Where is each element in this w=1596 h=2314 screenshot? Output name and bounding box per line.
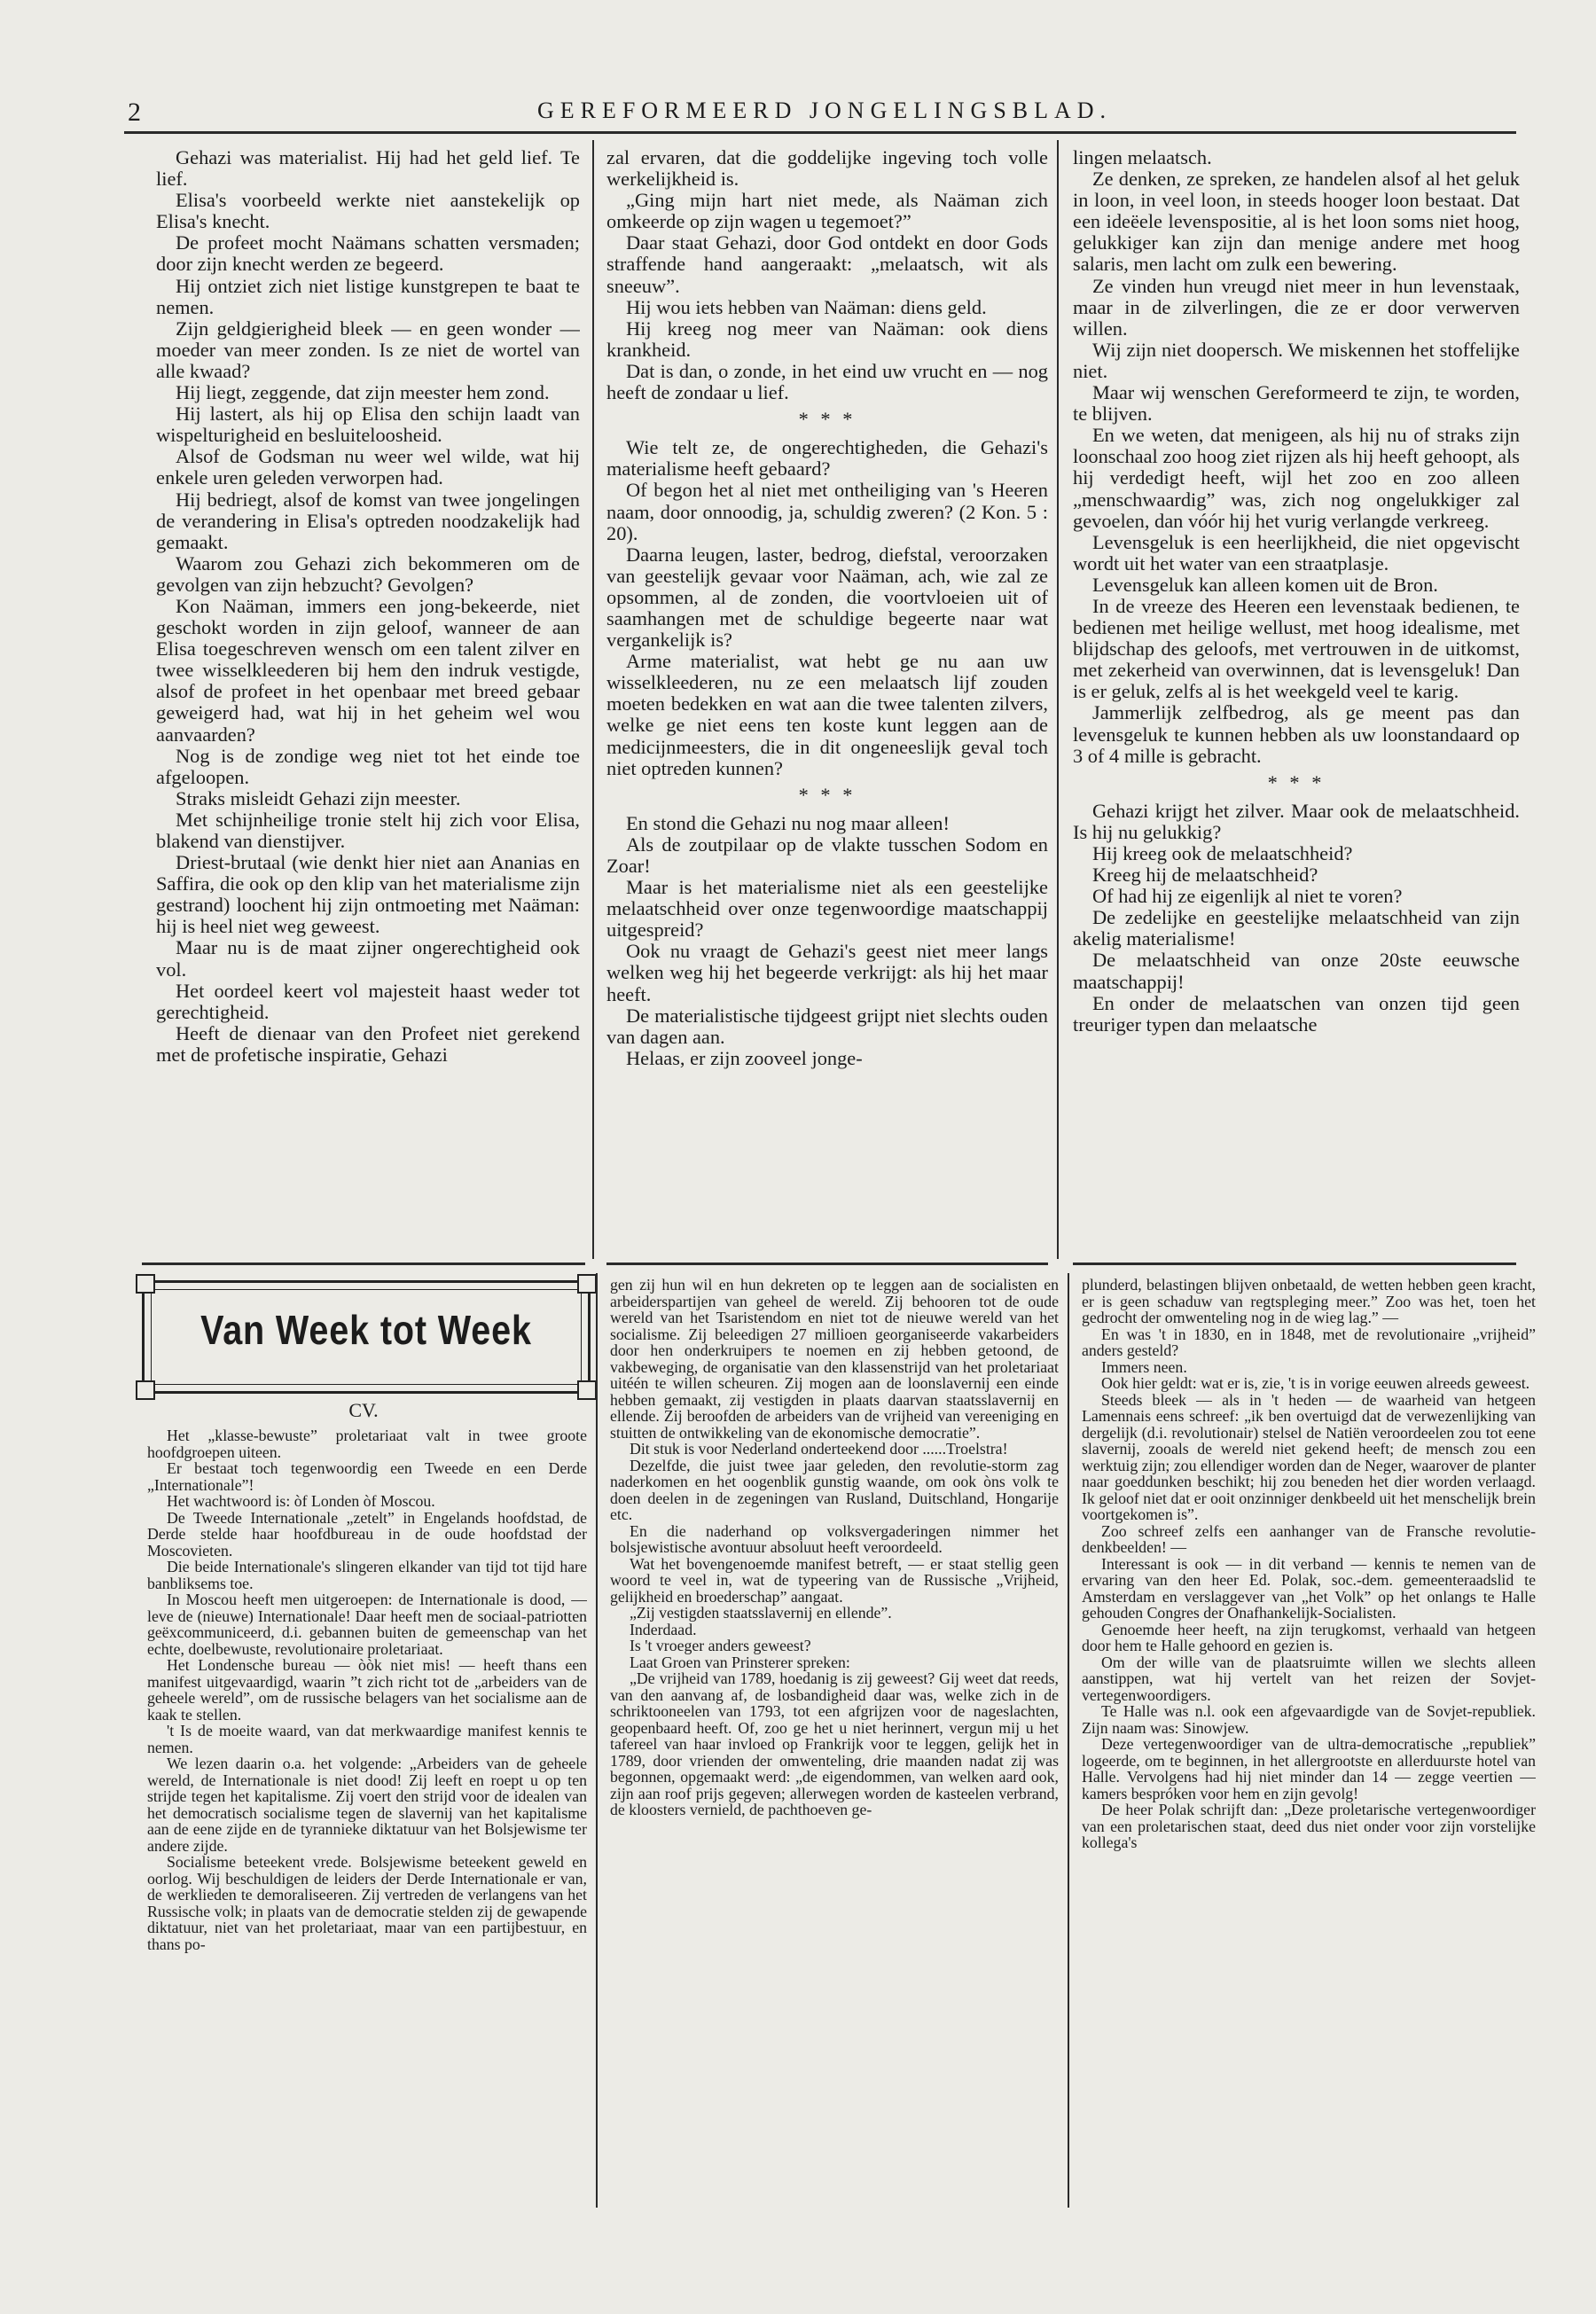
section-number: CV. — [348, 1399, 379, 1421]
column-divider — [1057, 140, 1059, 1259]
page-header — [124, 89, 1525, 131]
paragraph: Steeds bleek — als in 't heden — de waarheid van hetgeen Lamennais eens schreef: „ik ben overtuigd dat de verwezenlijking van dergelijk (d.i. revolutionair) stelsel de Natiën veroordeelen zou tot eene slavernij, zooals de wereld niet gekend heeft; de mensch zou een werktuig zijn; zou ellendiger worden dan de Neger, waarover de planter naar goeddunken beschikt; hij zou beneden het dier worden verlaagd. Ik geloof niet dat er ooit onzinniger denkbeeld uit het menschelijk brein voortgekomen is”. — [1082, 1390, 1536, 1523]
paragraph: De materialistische tijdgeest grijpt niet slechts ouden van dagen aan. — [606, 1004, 1048, 1048]
paragraph: Het oordeel keert vol majesteit haast weder tot gerechtigheid. — [156, 979, 580, 1023]
paragraph: Hij liegt, zeggende, dat zijn meester hem zond. — [176, 381, 550, 404]
paragraph: Ze denken, ze spreken, ze handelen alsof al het geluk in loon, in veel loon, in steeds hooger loon bestaat. Dat een ideëele levenspositie, al is het loon soms niet hoog, gelukkiger kan zijn dan menige andere met hoog salaris, men lacht om zulk een bewering. — [1073, 168, 1520, 276]
paragraph: Daar staat Gehazi, door God ontdekt en door Gods straffende hand aangeraakt: „melaatsch, wit als sneeuw”. — [606, 231, 1048, 297]
section-title: Van Week tot Week — [200, 1307, 532, 1353]
paragraph: Genoemde heer heeft, na zijn terugkomst, verhaald van hetgeen door hem te Halle gehoord en gezien is. — [1082, 1620, 1536, 1654]
ornament-corner — [577, 1380, 597, 1400]
paragraph: Levensgeluk kan alleen komen uit de Bron. — [1092, 573, 1438, 596]
paragraph: Arme materialist, wat hebt ge nu aan uw wisselkleederen, nu ze een melaatsch lijf zouden moeten bedekken en wat aan die twee talenten zilvers, welke ge niet eens ten koste kunt leggen aan de medicijnmeesters, die in dit ongeneeslijk geval toch niet optreden kunnen? — [606, 650, 1048, 779]
column-1 — [156, 147, 580, 1245]
paragraph: Maar is het materialisme niet als een geestelijke melaatschheid over onze tegenwoordige maatschappij uitgespreid? — [606, 876, 1048, 942]
paragraph: Inderdaad. — [630, 1620, 697, 1638]
paragraph: Of begon het al niet met ontheiliging van 's Heeren naam, door onnoodig, ja, schuldig zweren? (2 Kon. 5 : 20). — [606, 479, 1048, 544]
paragraph: En stond die Gehazi nu nog maar alleen! — [626, 811, 950, 834]
paragraph: Jammerlijk zelfbedrog, als ge meent pas dan levensgeluk te kunnen hebben als uw loonstandaard op 3 of 4 mille is gebracht. — [1073, 701, 1520, 767]
paragraph: plunderd, belastingen blijven onbetaald, de wetten hebben geen kracht, er is geen schaduw van regtspleging meer.” Zoo was het, toen het gedrocht der omwenteling nog in de wieg lag.” — — [1082, 1277, 1536, 1326]
paragraph: En onder de melaatschen van onzen tijd geen treuriger typen dan melaatsche — [1073, 991, 1520, 1036]
paragraph: Dezelfde, die juist twee jaar geleden, den revolutie-storm zag naderkomen en het oogenblik gunstig waande, om ook òns volk te doen deelen in de zegeningen van Rusland, Duitschland, Hongarije etc. — [610, 1456, 1059, 1523]
section-rule — [1073, 1263, 1516, 1265]
column-divider — [592, 140, 594, 1259]
paragraph: Hij lastert, als hij op Elisa den schijn laadt van wispelturigheid en besluiteloosheid. — [156, 403, 580, 447]
column-2 — [606, 147, 1048, 1245]
paragraph: Het Londensche bureau — òòk niet mis! — heeft thans een manifest uitgevaardigd, waarin ”t zich richt tot de „arbeiders van de geheele wereld”, om de russische belagers van het socialisme aan de kaak te stellen. — [147, 1656, 587, 1724]
ornament-corner — [577, 1274, 597, 1294]
paragraph: In Moscou heeft men uitgeroepen: de Internationale is dood, — leve de (nieuwe) Internationale! Daar heeft men de sociaal-patriotten geëxcommuniceerd, d.i. gebannen buiten de gemeenschap van het echte, doelbewuste, revolutionaire proletariaat. — [147, 1591, 587, 1658]
paragraph: Met schijnheilige tronie stelt hij zich voor Elisa, blakend van dienstijver. — [156, 808, 580, 852]
paragraph: Socialisme beteekent vrede. Bolsjewisme beteekent geweld en oorlog. Wij beschuldigen de leiders der Derde Internationale er van, de werklieden te demoraliseeren. Zij vertreden de verlangens van het Russische volk; in plaats van de democratie stelden zij de gewapende diktatuur, niet van het proletariaat, maar van een partijbestuur, en thans po- — [147, 1853, 587, 1953]
paragraph: Als de zoutpilaar op de vlakte tusschen Sodom en Zoar! — [606, 833, 1048, 877]
section-separator: * * * — [798, 783, 857, 806]
column-6 — [1082, 1277, 1536, 2201]
paragraph: Hij kreeg nog meer van Naäman: ook diens krankheid. — [606, 317, 1048, 361]
paragraph: We lezen daarin o.a. het volgende: „Arbeiders van de geheele wereld, de Internationale is niet dood! Zij leeft en roept u op ten strijde tegen het kapitalisme. Zij voert den strijd voor de idealen van het democratisch socialisme tegen de slavernij van het kapitalisme aan de eene zijde en de tyrannieke diktatuur van het Bolsjewisme ter andere zijde. — [147, 1755, 587, 1855]
paragraph: Wij zijn niet doopersch. We miskennen het stoffelijke niet. — [1073, 338, 1520, 382]
paragraph: Driest-brutaal (wie denkt hier niet aan Ananias en Saffira, die ook op den klip van het materialisme zijn gestrand) loochent hij zijn ontmoeting met Naäman: hij is heel niet weg geweest. — [156, 851, 580, 938]
paragraph: Te Halle was n.l. ook een afgevaardigde van de Sovjet-republiek. Zijn naam was: Sinowjew. — [1082, 1702, 1536, 1737]
paragraph: Alsof de Godsman nu weer wel wilde, wat hij enkele uren geleden verworpen had. — [156, 445, 580, 489]
paragraph: Ook nu vraagt de Gehazi's geest niet meer langs welken weg hij het begeerde verkrijgt: als hij het maar heeft. — [606, 940, 1048, 1005]
column-3 — [1073, 147, 1520, 1245]
paragraph: En was 't in 1830, en in 1848, met de revolutionaire „vrijheid” anders gesteld? — [1082, 1325, 1536, 1359]
paragraph: Om der wille van de plaatsruimte willen we slechts alleen aanstippen, wat hij vertelt van het reizen der Sovjet-vertegenwoordigers. — [1082, 1653, 1536, 1704]
paragraph: „Ging mijn hart niet mede, als Naäman zich omkeerde op zijn wagen u tegemoet?” — [606, 189, 1048, 233]
paragraph: 't Is de moeite waard, van dat merkwaardige manifest kennis te nemen. — [147, 1722, 587, 1756]
paragraph: gen zij hun wil en hun dekreten op te leggen aan de socialisten en arbeiderspartijen van geheel de wereld. Zij behooren tot de oude wereld van het Tsaristendom en niet tot de nieuwe wereld van het socialisme. Zij beleedigen 27 millioen georganiseerde vakarbeiders door hen onderkruipers te noemen en zij hebben getoond, de vakbeweging, de organisatie van den klassenstrijd van het proletariaat uitéén te willen scheuren. Zij mogen aan de loonslavernij een einde hebben gemaakt, zij vestigden in plaats daarvan staatsslavernij en ellende. Zij beroofden de arbeiders van de vrijheid van vereeniging en stuitten de ontwikkeling van de ekonomische democratie”. — [610, 1277, 1059, 1442]
paragraph: Er bestaat toch tegenwoordig een Tweede en een Derde „Internationale”! — [147, 1459, 587, 1494]
column-divider — [596, 1273, 598, 2208]
paragraph: Ze vinden hun vreugd niet meer in hun levenstaak, maar in de zilverlingen, die ze er door verwerven willen. — [1073, 274, 1520, 340]
column-5 — [610, 1277, 1059, 2201]
paragraph: Is 't vroeger anders geweest? — [630, 1637, 811, 1654]
paragraph: Hij wou iets hebben van Naäman: diens geld. — [626, 295, 987, 318]
paragraph: Gehazi was materialist. Hij had het geld lief. Te lief. — [156, 147, 580, 191]
section-rule — [142, 1263, 585, 1265]
section-separator: * * * — [1267, 770, 1326, 793]
section-separator: * * * — [798, 408, 857, 431]
paragraph: Interessant is ook — in dit verband — kennis te nemen van de ervaring van den heer Ed. Polak, soc.-dem. gemeenteraadslid te Amsterdam en verslaggever van „het Volk” op het onlangs te Halle gehouden Congres der Onafhankelijk-Socialisten. — [1082, 1554, 1536, 1622]
paragraph: Levensgeluk is een heerlijkheid, die niet opgevischt wordt uit het water van een straatplasje. — [1073, 530, 1520, 575]
section-rule — [606, 1263, 1048, 1265]
paragraph: Dit stuk is voor Nederland onderteekend door ......Troelstra! — [630, 1440, 1008, 1458]
paragraph: Heeft de dienaar van den Profeet niet gerekend met de profetische inspiratie, Gehazi — [156, 1021, 580, 1066]
paragraph: Ook hier geldt: wat er is, zie, 't is in vorige eeuwen alreeds geweest. — [1101, 1374, 1530, 1392]
paragraph: Deze vertegenwoordiger van de ultra-democratische „republiek” logeerde, om te beginnen, in het allergrootste en allerduurste hotel van Halle. Vervolgens had hij niet minder dan 14 — zegge veertien — kamers bespróken voor hem en zijn gevolg! — [1082, 1735, 1536, 1802]
paragraph: „De vrijheid van 1789, hoedanig is zij geweest? Gij weet dat reeds, van den aanvang af, de losbandigheid daar was, welke zich in de schriktooneelen van 1793, tot een afgrijzen voor de nageslachten, geopenbaard heeft. Of, zoo ge het u niet herinnert, vergun mij u het tafereel van haar invloed op Frankrijk voor te leggen, gelijk het in 1789, door vrienden der omwenteling, drie maanden nadat zij was begonnen, opgemaakt werd: „de eigendommen, van welken aard ook, zijn aan roof prijs gegeven; allerwegen worden de kasteelen verbrand, de kloosters vernield, de pachthoeven ge- — [610, 1669, 1059, 1818]
paragraph: De melaatschheid van onze 20ste eeuwsche maatschappij! — [1073, 949, 1520, 993]
paragraph: Of had hij ze eigenlijk al niet te voren? — [1092, 885, 1403, 908]
paragraph: En we weten, dat menigeen, als hij nu of straks zijn loonschaal zoo hoog ziet rijzen als hij heeft gehoopt, als hij verdedigt heeft, wijl het zoo en zoo alleen „menschwaardig” was, zich nog ongelukkiger zal gevoelen, dan vóór hij het vurig verlangde verkreeg. — [1073, 424, 1520, 532]
paragraph: En die naderhand op volksvergaderingen nimmer het bolsjewistische avontuur absoluut heeft veroordeeld. — [610, 1521, 1059, 1556]
section-heading-box — [142, 1280, 591, 1394]
ornament-corner — [136, 1274, 155, 1294]
paragraph: Het „klasse-bewuste” proletariaat valt in twee groote hoofdgroepen uiteen. — [147, 1427, 587, 1461]
paragraph: De Tweede Internationale „zetelt” in Engelands hoofdstad, de Derde stelde haar hoofdbureau in de oude hoofdstad der Moscovieten. — [147, 1508, 587, 1560]
paragraph: Hij kreeg ook de melaatschheid? — [1092, 842, 1353, 864]
paragraph: Kreeg hij de melaatschheid? — [1092, 864, 1318, 887]
paragraph: Wat het bovengenoemde manifest betreft, — er staat stellig geen woord te veel in, wat de typeering van de Russische „Vrijheid, gelijkheid en broederschap” aangaat. — [610, 1554, 1059, 1606]
paragraph: Maar nu is de maat zijner ongerechtigheid ook vol. — [156, 936, 580, 981]
paragraph: „Zij vestigden staatsslavernij en ellende”. — [630, 1604, 892, 1622]
paragraph: Zoo schreef zelfs een aanhanger van de Fransche revolutie-denkbeelden! — — [1082, 1521, 1536, 1556]
paragraph: Elisa's voorbeeld werkte niet aanstekelijk op Elisa's knecht. — [156, 189, 580, 233]
paragraph: Zijn geldgierigheid bleek — en geen wonder — moeder van meer zonden. Is ze niet de wortel van alle kwaad? — [156, 317, 580, 382]
paragraph: Wie telt ze, de ongerechtigheden, die Gehazi's materialisme heeft gebaard? — [606, 436, 1048, 481]
paragraph: In de vreeze des Heeren een levenstaak bedienen, te bedienen met heilige wellust, met hoog idealisme, met blijdschap des geloofs, met vertrouwen in de uitkomst, met zekerheid van overwinnen, dat is levensgeluk! Dan is er geluk, zelfs al is het weekgeld veel te karig. — [1073, 594, 1520, 703]
paragraph: Gehazi krijgt het zilver. Maar ook de melaatschheid. Is hij nu gelukkig? — [1073, 799, 1520, 843]
paragraph: lingen melaatsch. — [1073, 147, 1212, 168]
paragraph: Die beide Internationale's slingeren elkander van tijd tot tijd hare banbliksems toe. — [147, 1558, 587, 1592]
paragraph: Daarna leugen, laster, bedrog, diefstal, veroorzaken van geestelijk gevaar voor Naäman, ach, wie zal ze opsommen, al de zonden, die voortvloeien uit of saamhangen met de schuldige begeerte naar wat vergankelijk is? — [606, 543, 1048, 652]
paragraph: De heer Polak schrijft dan: „Deze proletarische vertegenwoordiger van een proletarischen staat, deed dus niet onder voor zijn vorstelijke kollega's — [1082, 1801, 1536, 1851]
paragraph: zal ervaren, dat die goddelijke ingeving toch volle werkelijkheid is. — [606, 147, 1048, 191]
page-number: 2 — [128, 98, 141, 127]
paragraph: Waarom zou Gehazi zich bekommeren om de gevolgen van zijn hebzucht? Gevolgen? — [156, 551, 580, 596]
paragraph: De profeet mocht Naämans schatten versmaden; door zijn knecht werden ze begeerd. — [156, 231, 580, 276]
page-title: GEREFORMEERD JONGELINGSBLAD. — [536, 98, 1113, 123]
paragraph: Straks misleidt Gehazi zijn meester. — [176, 786, 461, 809]
paragraph: De zedelijke en geestelijke melaatschheid van zijn akelig materialisme! — [1073, 906, 1520, 950]
paragraph: Immers neen. — [1101, 1357, 1187, 1376]
header-rule — [124, 131, 1516, 134]
column-4 — [147, 1427, 587, 2314]
paragraph: Hij ontziet zich niet listige kunstgrepen te baat te nemen. — [156, 274, 580, 318]
paragraph: Kon Naäman, immers een jong-bekeerde, niet geschokt worden in zijn geloof, wanneer de aan Elisa toegeschreven wensch om een talent zilver en twee wisselkleederen bij hem den indruk vestigde, alsof de profeet in het openbaar met breed gebaar geweigerd had, wat hij in het geheim wel wou aanvaarden? — [156, 594, 580, 746]
paragraph: Laat Groen van Prinsterer spreken: — [630, 1653, 850, 1671]
paragraph: Helaas, er zijn zooveel jonge- — [626, 1046, 863, 1069]
paragraph: Maar wij wenschen Gereformeerd te zijn, te worden, te blijven. — [1073, 381, 1520, 426]
paragraph: Hij bedriegt, alsof de komst van twee jongelingen de verandering in Elisa's optreden noodzakelijk had gemaakt. — [156, 488, 580, 553]
paragraph: Nog is de zondige weg niet tot het einde toe afgeloopen. — [156, 744, 580, 788]
ornament-corner — [136, 1380, 155, 1400]
paragraph: Het wachtwoord is: òf Londen òf Moscou. — [167, 1492, 435, 1510]
column-divider — [1068, 1273, 1069, 2208]
paragraph: Dat is dan, o zonde, in het eind uw vrucht en — nog heeft de zondaar u lief. — [606, 359, 1048, 404]
